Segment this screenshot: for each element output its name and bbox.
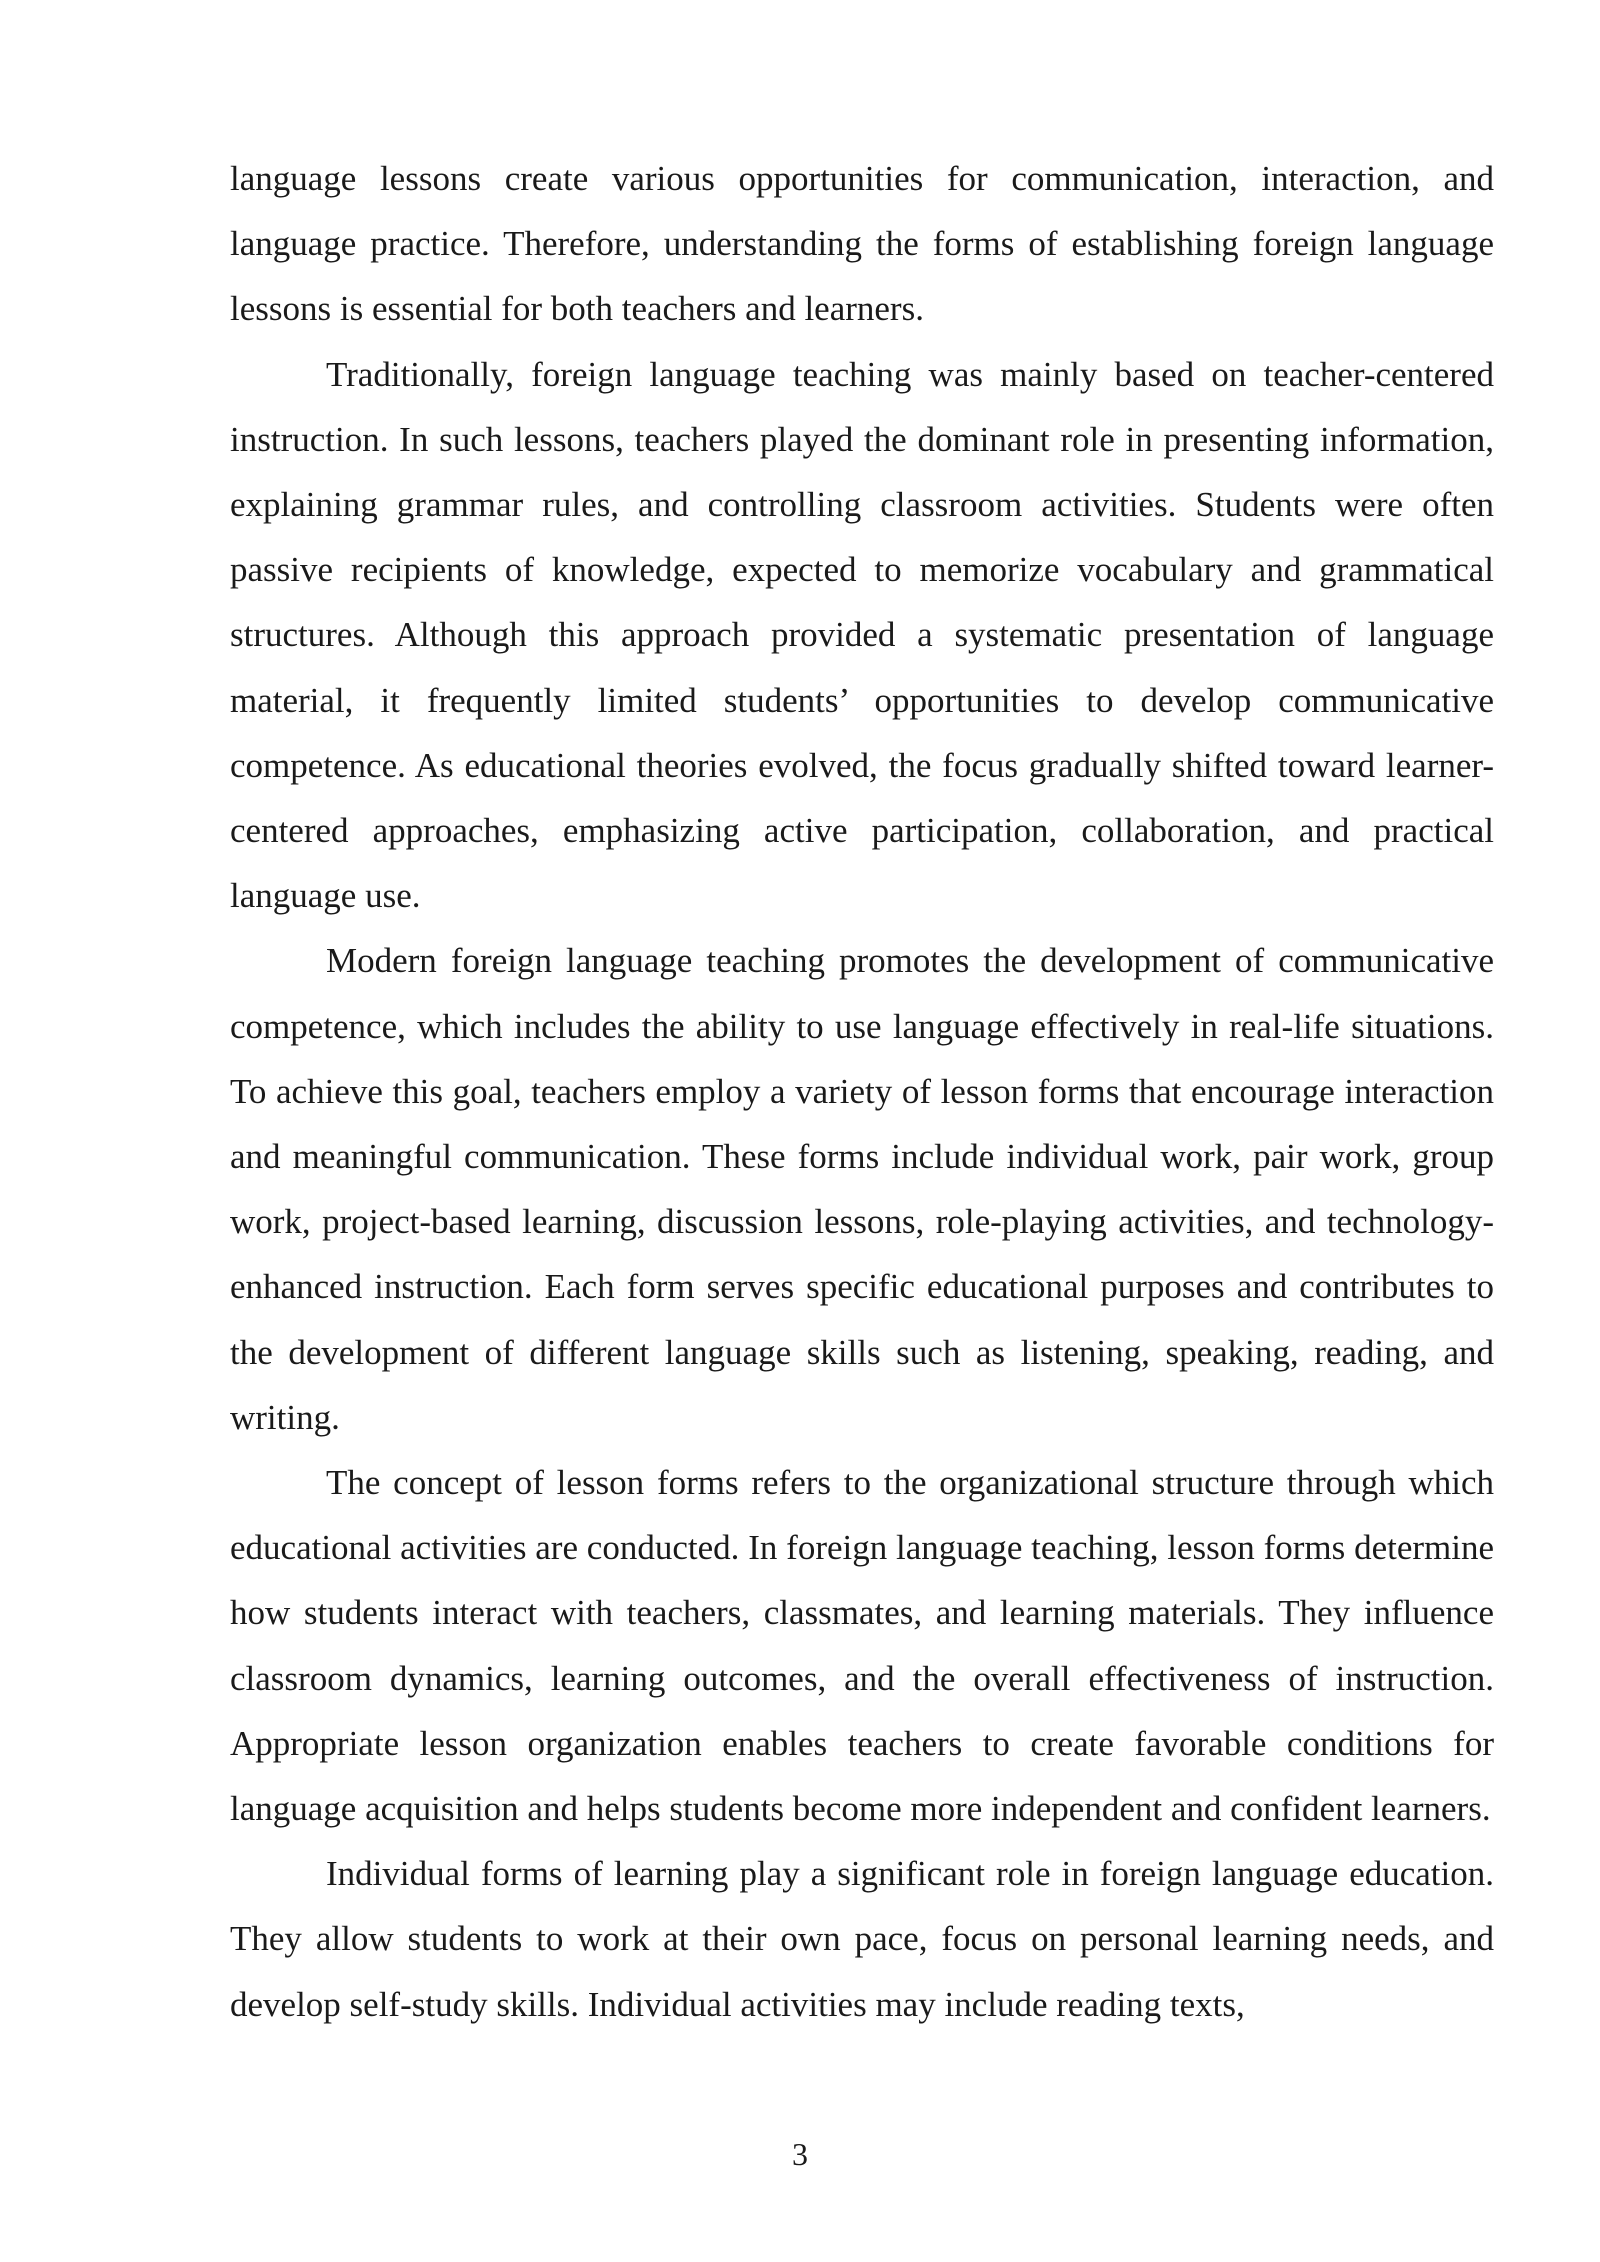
page-number: 3 [792, 2136, 808, 2172]
paragraph-4: The concept of lesson forms refers to the organizational structure through which educational activities are conducted. In foreign language teaching, lesson forms determine how students interact with teachers, classmates, and learning materials. They influence classroom dynamics, learning outcomes, and the overall effectiveness of instruction. Appropriate lesson organization enables teachers to create favorable conditions for language acquisition and helps students become more independent and confident learners. [230, 1463, 1494, 1829]
paragraph-1: language lessons create various opportunities for communication, interaction, and language practice. Therefore, understanding the forms of establishing foreign language lessons is essential for both teachers and learners. [230, 159, 1494, 329]
paragraph-2: Traditionally, foreign language teaching was mainly based on teacher-centered instruction. In such lessons, teachers played the dominant role in presenting information, explaining grammar rules, and controlling classroom activities. Students were often passive recipients of knowledge, expected to memorize vocabulary and grammatical structures. Although this approach provided a systematic presentation of language material, it frequently limited students’ opportunities to develop communicative competence. As educational theories evolved, the focus gradually shifted toward learner-centered approaches, emphasizing active participation, collaboration, and practical language use. [230, 354, 1494, 916]
paragraph-5: Individual forms of learning play a significant role in foreign language education. They allow students to work at their own pace, focus on personal learning needs, and develop self-study skills. Individual activities may include reading texts, [230, 1854, 1494, 2024]
body-text [230, 146, 1494, 2037]
paragraph-3: Modern foreign language teaching promotes the development of communicative competence, which includes the ability to use language effectively in real-life situations. To achieve this goal, teachers employ a variety of lesson forms that encourage interaction and meaningful communication. These forms include individual work, pair work, group work, project-based learning, discussion lessons, role-playing activities, and technology-enhanced instruction. Each form serves specific educational purposes and contributes to the development of different language skills such as listening, speaking, reading, and writing. [230, 941, 1494, 1437]
